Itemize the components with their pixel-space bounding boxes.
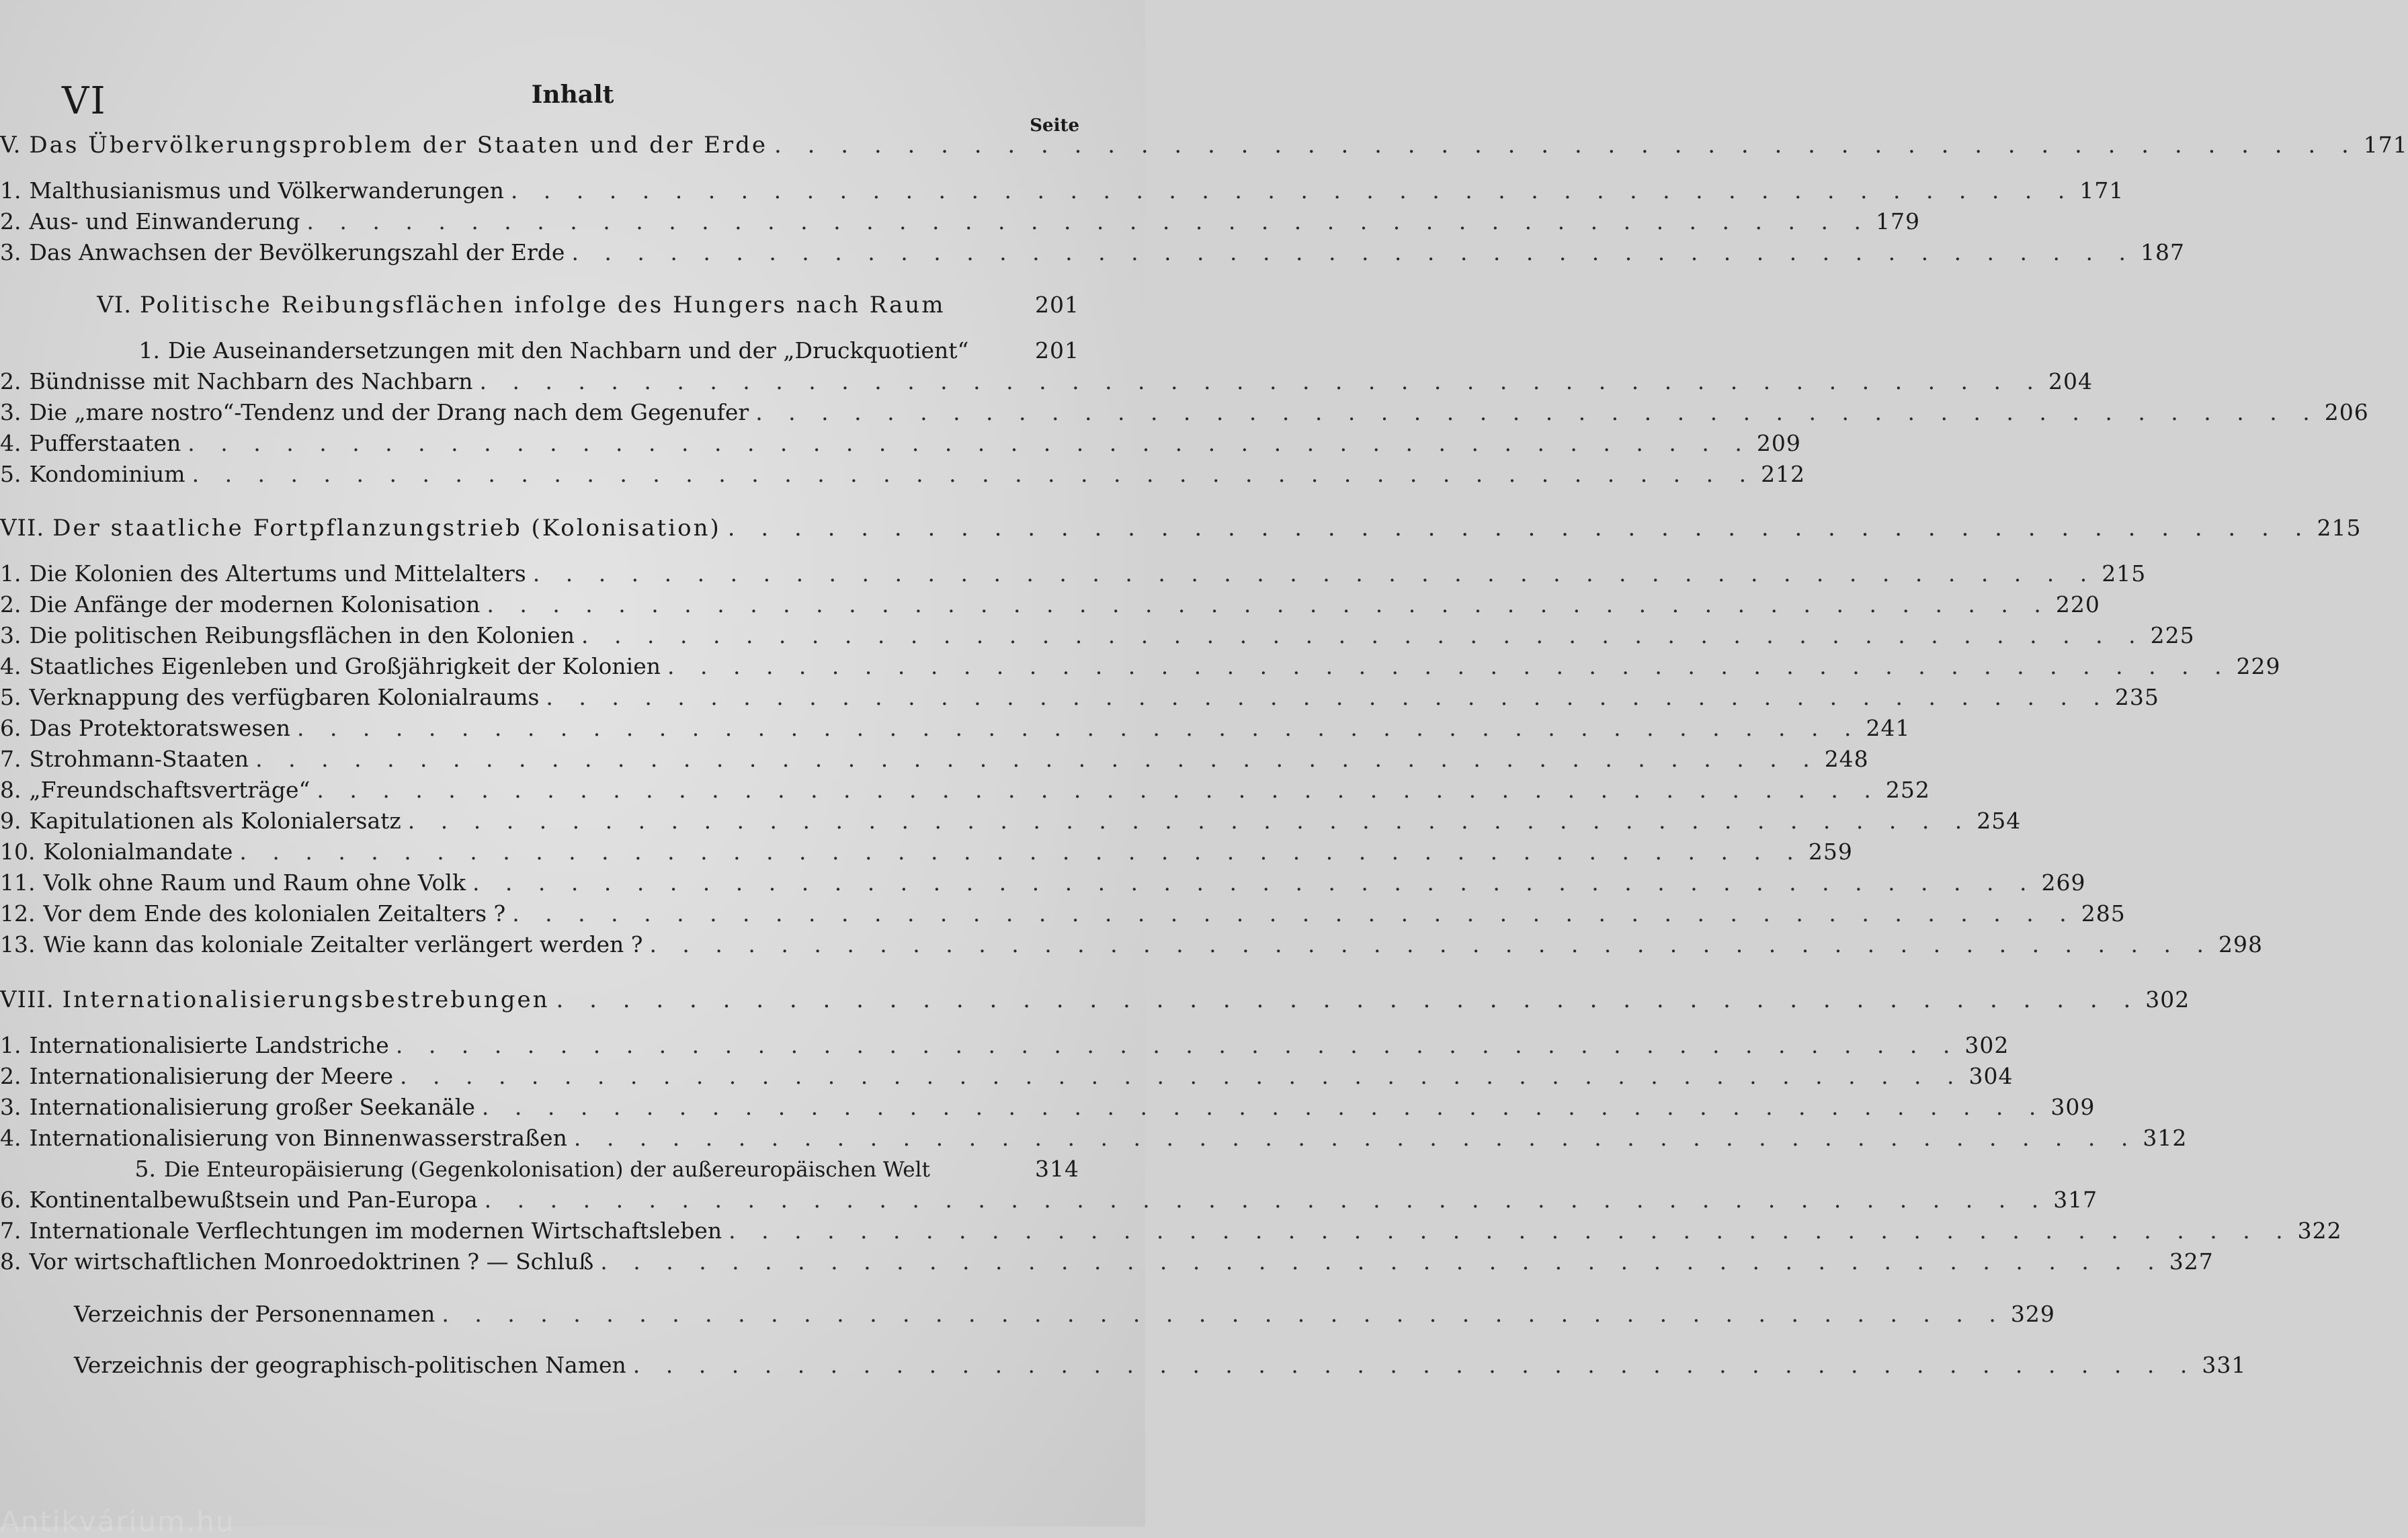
chapter-number: VII. [0,515,45,542]
toc-index-places [0,1352,2247,1384]
toc-entry [0,931,2263,964]
toc-entry [0,746,1869,778]
entry-number: 12. [0,900,36,927]
toc-entry [0,461,1806,493]
toc-entry [0,684,2159,716]
entry-number: 3. [0,399,22,425]
page-ref: 215 [2102,560,2147,587]
page-ref: 187 [2140,239,2185,265]
toc-entry [0,1248,2214,1281]
dot-leader: . . . . . . . . . . . . . . . . . . . . . . . . . . . . . . . . . . . . . . . . . . . . . . . . [472,869,2036,896]
page-ref: 209 [1756,430,1801,456]
dot-leader: . . . . . . . . . . . . . . . . . . . . . . . . . . . . . . . . . . . . . . . . . . . . . . . . [727,515,2312,542]
page-column-label: Seite [1030,116,1079,136]
toc-entry [0,399,2369,431]
page-ref: 206 [2324,399,2369,425]
page-ref: 225 [2150,622,2195,648]
entry-number: 4. [0,653,22,679]
dot-leader: . . . . . . . . . . . . . . . . . . . . . . . . . . . . . . . . . . . . . . . . . . . . . . . . [512,900,2076,927]
watermark: Antikvárium.hu [0,1505,235,1538]
dot-leader: . . . . . . . . . . . . . . . . . . . . . . . . . . . . . . . . . . . . . . . . . . . . . . . . [395,1032,1960,1058]
dot-leader: . . . . . . . . . . . . . . . . . . . . . . . . . . . . . . . . . . . . . . . . . . . . . . . . [546,684,2110,710]
entry-title: Kapitulationen als Kolonialersatz [29,808,401,834]
toc-entry [0,368,2093,400]
entry-title: Internationale Verflechtungen im modernen Wirtschaftsleben [29,1217,722,1244]
entry-title: Internationalisierte Landstriche [29,1032,389,1058]
entry-title: Staatliches Eigenleben und Großjährigkeit der Kolonien [29,653,661,679]
page-ref: 248 [1824,746,1869,772]
page-ref: 212 [1761,461,1806,487]
toc-chapter-8 [0,986,2190,1019]
chapter-number: VI. [97,292,132,318]
dot-leader: . . . . . . . . . . . . . . . . . . . . . . . . . . . . . . . . . . . . . . . . . . . . . . . . [556,986,2141,1013]
entry-title: Strohmann-Staaten [29,746,249,772]
entry-title: Die Enteuropäisierung (Gegenkolonisation) der außereuropäischen Welt [164,1158,930,1182]
entry-number: 1. [0,1032,22,1058]
page-ref: 229 [2236,653,2281,679]
toc-entry [0,1094,2095,1126]
dot-leader: . . . . . . . . . . . . . . . . . . . . . . . . . . . . . . . . . . . . . . . . . . . . . . . . [407,808,1972,834]
entry-number: 3. [0,1094,22,1120]
entry-title: Die „mare nostro“-Tendenz und der Drang nach dem Gegenufer [29,399,749,425]
entry-title: Die Kolonien des Altertums und Mittelalters [29,560,526,587]
entry-title: Pufferstaaten [29,430,181,456]
entry-number: 2. [0,368,22,394]
entry-title: Internationalisierung von Binnenwasserstraßen [29,1125,567,1151]
toc-entry [0,1125,2188,1157]
page-ref: 298 [2218,931,2263,957]
dot-leader: . . . . . . . . . . . . . . . . . . . . . . . . . . . . . . . . . . . . . . . . . . . . . . . . [573,1125,2138,1151]
toc-entry [0,777,1930,809]
page-ref: 329 [2010,1301,2055,1327]
toc-entry [0,1063,2013,1095]
dot-leader: . . . . . . . . . . . . . . . . . . . . . . . . . . . . . . . . . . . . . . . . . . . . . . . . [729,1217,2292,1244]
dot-leader: . . . . . . . . . . . . . . . . . . . . . . . . . . . . . . . . . . . . . . . . . . . . . . . . [755,399,2319,425]
page-ref: 235 [2114,684,2159,710]
chapter-title: Internationalisierungsbestrebungen [62,986,550,1013]
page-ref: 309 [2050,1094,2095,1120]
page-ref: 171 [2079,177,2124,204]
dot-leader: . . . . . . . . . . . . . . . . . . . . . . . . . . . . . . . . . . . . . . . . . . . . . . . . [306,208,1870,234]
entry-number: 5. [0,461,22,487]
chapter-title: Politische Reibungsflächen infolge des Hungers nach Raum [140,292,946,318]
entry-title: Wie kann das koloniale Zeitalter verlängert werden ? [43,931,643,957]
entry-title: Die Anfänge der modernen Kolonisation [29,591,481,617]
toc-entry [0,622,2195,654]
page-ref: 259 [1808,839,1853,865]
toc-entry [0,430,1801,462]
page-ref: 179 [1875,208,1920,234]
entry-number: 2. [0,591,22,617]
dot-leader: . . . . . . . . . . . . . . . . . . . . . . . . . . . . . . . . . . . . . . . . . . . . . . . . [600,1248,2164,1275]
toc-entry [0,1032,2009,1064]
toc-entry [0,808,2022,840]
toc-entry [0,900,2126,933]
entry-number: 1. [0,177,22,204]
entry-title: Volk ohne Raum und Raum ohne Volk [43,869,466,896]
entry-number: 5. [0,684,22,710]
page-ref: 322 [2297,1217,2342,1244]
dot-leader: . . . . . . . . . . . . . . . . . . . . . . . . . . . . . . . . . . . . . . . . . . . . . . . . [188,430,1751,456]
toc-entry [0,715,1911,747]
dot-leader: . . . . . . . . . . . . . . . . . . . . . . . . . . . . . . . . . . . . . . . . . . . . . . . . [479,368,2043,394]
toc-entry [0,653,2281,685]
toc-entry [0,337,1145,370]
page-ref: 241 [1866,715,1911,741]
entry-title: Aus- und Einwanderung [29,208,300,234]
entry-number: 2. [0,1063,22,1089]
dot-leader: . . . . . . . . . . . . . . . . . . . . . . . . . . . . . . . . . . . . . . . . . . . . . . . . [481,1094,2046,1120]
entry-number: 5. [134,1156,156,1182]
dot-leader: . . . . . . . . . . . . . . . . . . . . . . . . . . . . . . . . . . . . . . . . . . . . . . . . [255,746,1819,772]
index-title: Verzeichnis der geographisch-politischen Namen [74,1352,626,1378]
toc-entry [0,869,2086,902]
dot-leader: . . . . . . . . . . . . . . . . . . . . . . . . . . . . . . . . . . . . . . . . . . . . . . . . [400,1063,1964,1089]
entry-number: 3. [0,239,22,265]
page-ref: 285 [2081,900,2126,927]
dot-leader: . . . . . . . . . . . . . . . . . . . . . . . . . . . . . . . . . . . . . . . . . . . . . . . . [774,132,2358,159]
entry-number: 1. [0,560,22,587]
toc-entry [0,560,2147,593]
toc-entry [0,1217,2342,1250]
toc-chapter-6 [0,292,1145,324]
entry-number: 7. [0,1217,22,1244]
chapter-title: Das Übervölkerungsproblem der Staaten und der Erde [29,132,768,159]
entry-number: 11. [0,869,36,896]
page-ref: 215 [2317,515,2362,541]
page-ref: 327 [2169,1248,2214,1275]
entry-number: 13. [0,931,36,957]
toc-entry [0,591,2100,624]
page-ref: 201 [1035,292,1079,318]
page-ref: 314 [1035,1156,1079,1182]
entry-number: 8. [0,777,22,803]
toc-chapter-5 [0,132,2408,164]
page-ref: 220 [2055,591,2100,617]
toc-entry [0,177,2124,210]
entry-number: 7. [0,746,22,772]
entry-title: Vor wirtschaftlichen Monroedoktrinen ? — Schluß [29,1248,594,1275]
entry-number: 4. [0,430,22,456]
entry-number: 6. [0,1187,22,1213]
running-head: Inhalt [531,81,614,109]
dot-leader: . . . . . . . . . . . . . . . . . . . . . . . . . . . . . . . . . . . . . . . . . . . . . . . . [510,177,2075,204]
entry-number: 9. [0,808,22,834]
page-ref: 312 [2143,1125,2188,1151]
entry-number: 2. [0,208,22,234]
page-number: VI [62,79,107,123]
page-ref: 269 [2041,869,2086,896]
toc-entry [0,1187,2098,1219]
dot-leader: . . . . . . . . . . . . . . . . . . . . . . . . . . . . . . . . . . . . . . . . . . . . . . . . [484,1187,2048,1213]
entry-title: „Freundschaftsverträge“ [29,777,310,803]
dot-leader: . . . . . . . . . . . . . . . . . . . . . . . . . . . . . . . . . . . . . . . . . . . . . . . . [649,931,2213,957]
dot-leader: . . . . . . . . . . . . . . . . . . . . . . . . . . . . . . . . . . . . . . . . . . . . . . . . [667,653,2231,679]
page-ref: 252 [1885,777,1930,803]
chapter-number: V. [0,132,22,159]
chapter-number: VIII. [0,986,54,1013]
dot-leader: . . . . . . . . . . . . . . . . . . . . . . . . . . . . . . . . . . . . . . . . . . . . . . . . [532,560,2097,587]
dot-leader: . . . . . . . . . . . . . . . . . . . . . . . . . . . . . . . . . . . . . . . . . . . . . . . . [581,622,2145,648]
page-ref: 302 [2145,986,2190,1013]
page-ref: 204 [2048,368,2093,394]
toc-entry [0,1156,1145,1188]
entry-title: Internationalisierung großer Seekanäle [29,1094,475,1120]
entry-number: 8. [0,1248,22,1275]
entry-number: 1. [138,337,160,364]
entry-number: 3. [0,622,22,648]
entry-number: 10. [0,839,36,865]
page-ref: 304 [1968,1063,2013,1089]
page-ref: 331 [2202,1352,2247,1378]
dot-leader: . . . . . . . . . . . . . . . . . . . . . . . . . . . . . . . . . . . . . . . . . . . . . . . . [239,839,1803,865]
entry-title: Die Auseinandersetzungen mit den Nachbarn und der „Druckquotient“ [168,337,969,364]
dot-leader: . . . . . . . . . . . . . . . . . . . . . . . . . . . . . . . . . . . . . . . . . . . . . . . . [317,777,1880,803]
entry-number: 4. [0,1125,22,1151]
entry-title: Kolonialmandate [43,839,233,865]
dot-leader: . . . . . . . . . . . . . . . . . . . . . . . . . . . . . . . . . . . . . . . . . . . . . . . . [632,1352,2197,1378]
toc-index-persons [0,1301,2055,1333]
entry-title: Malthusianismus und Völkerwanderungen [29,177,504,204]
entry-title: Verknappung des verfügbaren Kolonialraums [29,684,540,710]
dot-leader: . . . . . . . . . . . . . . . . . . . . . . . . . . . . . . . . . . . . . . . . . . . . . . . . [192,461,1756,487]
toc-chapter-7 [0,515,2362,547]
entry-number: 6. [0,715,22,741]
dot-leader: . . . . . . . . . . . . . . . . . . . . . . . . . . . . . . . . . . . . . . . . . . . . . . . . [442,1301,2005,1327]
dot-leader: . . . . . . . . . . . . . . . . . . . . . . . . . . . . . . . . . . . . . . . . . . . . . . . . [487,591,2050,617]
entry-title: Kondominium [29,461,185,487]
toc-entry [0,208,1920,241]
entry-title: Vor dem Ende des kolonialen Zeitalters ? [43,900,506,927]
index-title: Verzeichnis der Personennamen [74,1301,435,1327]
page-ref: 317 [2053,1187,2098,1213]
entry-title: Internationalisierung der Meere [29,1063,393,1089]
page-ref: 201 [1035,337,1079,364]
page-ref: 171 [2363,132,2408,158]
chapter-title: Der staatliche Fortpflanzungstrieb (Kolonisation) [52,515,721,542]
toc-entry [0,239,2185,271]
dot-leader: . . . . . . . . . . . . . . . . . . . . . . . . . . . . . . . . . . . . . . . . . . . . . . . . [571,239,2135,265]
dot-leader: . . . . . . . . . . . . . . . . . . . . . . . . . . . . . . . . . . . . . . . . . . . . . . . . [296,715,1861,741]
entry-title: Das Anwachsen der Bevölkerungszahl der Erde [29,239,565,265]
entry-title: Bündnisse mit Nachbarn des Nachbarn [29,368,473,394]
page-ref: 302 [1964,1032,2009,1058]
page-ref: 254 [1977,808,2022,834]
entry-title: Kontinentalbewußtsein und Pan-Europa [29,1187,478,1213]
entry-title: Das Protektoratswesen [29,715,290,741]
toc-entry [0,839,1853,871]
entry-title: Die politischen Reibungsflächen in den Kolonien [29,622,575,648]
